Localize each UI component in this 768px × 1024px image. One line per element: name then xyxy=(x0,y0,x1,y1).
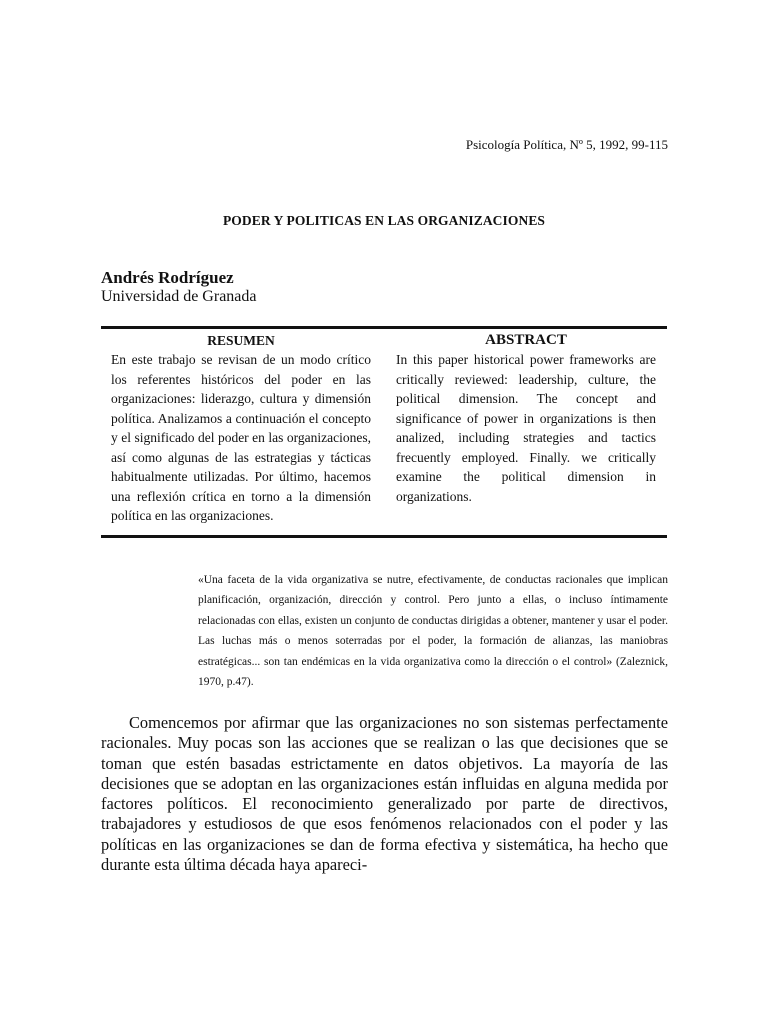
author-name: Andrés Rodríguez xyxy=(101,268,234,287)
abstract-box xyxy=(101,326,667,538)
abstract-column xyxy=(396,332,656,506)
body-paragraph: Comencemos por afirmar que las organizaciones no son sistemas perfectamente racionales. Muy pocas son las acciones que se realizan o las que decisiones que se toman que estén basadas estrictamente en datos objetivos. La mayoría de las decisiones que se adoptan en las organizaciones están influidas en alguna medida por factores políticos. El reconocimiento generalizado por parte de directivos, trabajadores y estudiosos de que esos fenómenos relacionados con el poder y las políticas en las organizaciones se dan de forma efectiva y sistemática, ha hecho que durante esta última década haya apareci- xyxy=(101,713,668,875)
resumen-column xyxy=(111,332,371,526)
author-affiliation: Universidad de Granada xyxy=(101,288,257,305)
article-title: PODER Y POLITICAS EN LAS ORGANIZACIONES xyxy=(222,213,546,228)
journal-reference: Psicología Política, Nº 5, 1992, 99-115 xyxy=(465,137,668,152)
abstract-text: In this paper historical power frameworks are critically reviewed: leadership, culture, the political dimension. The concept and significance of power in organizations is then analized, including strategies and tactics frecuently employed. Finally. we critically examine the political dimension in organizations. xyxy=(396,352,656,504)
abstract-heading: ABSTRACT xyxy=(485,332,567,348)
resumen-heading: RESUMEN xyxy=(207,333,275,348)
body-text xyxy=(101,713,668,875)
resumen-text: En este trabajo se revisan de un modo crítico los referentes históricos del poder en las organizaciones: liderazgo, cultura y dimensión política. Analizamos a continuación el concepto y el significado del poder en las organizaciones, así como algunas de las estrategias y tácticas habitualmente utilizadas. Por último, hacemos una reflexión crítica en torno a la dimensión política en las organizaciones. xyxy=(111,352,371,523)
epigraph-quote: «Una faceta de la vida organizativa se nutre, efectivamente, de conductas racionales que implican planificación, organización, dirección y control. Pero junto a ellas, o incluso íntimamente relacionadas con ellas, existen un conjunto de conductas dirigidas a obtener, mantener y usar el poder. Las luchas más o menos soterradas por el poder, la formación de alianzas, las maniobras estratégicas... son tan endémicas en la vida organizativa como la dirección o el control» (Zaleznick, 1970, p.47). xyxy=(198,574,668,689)
